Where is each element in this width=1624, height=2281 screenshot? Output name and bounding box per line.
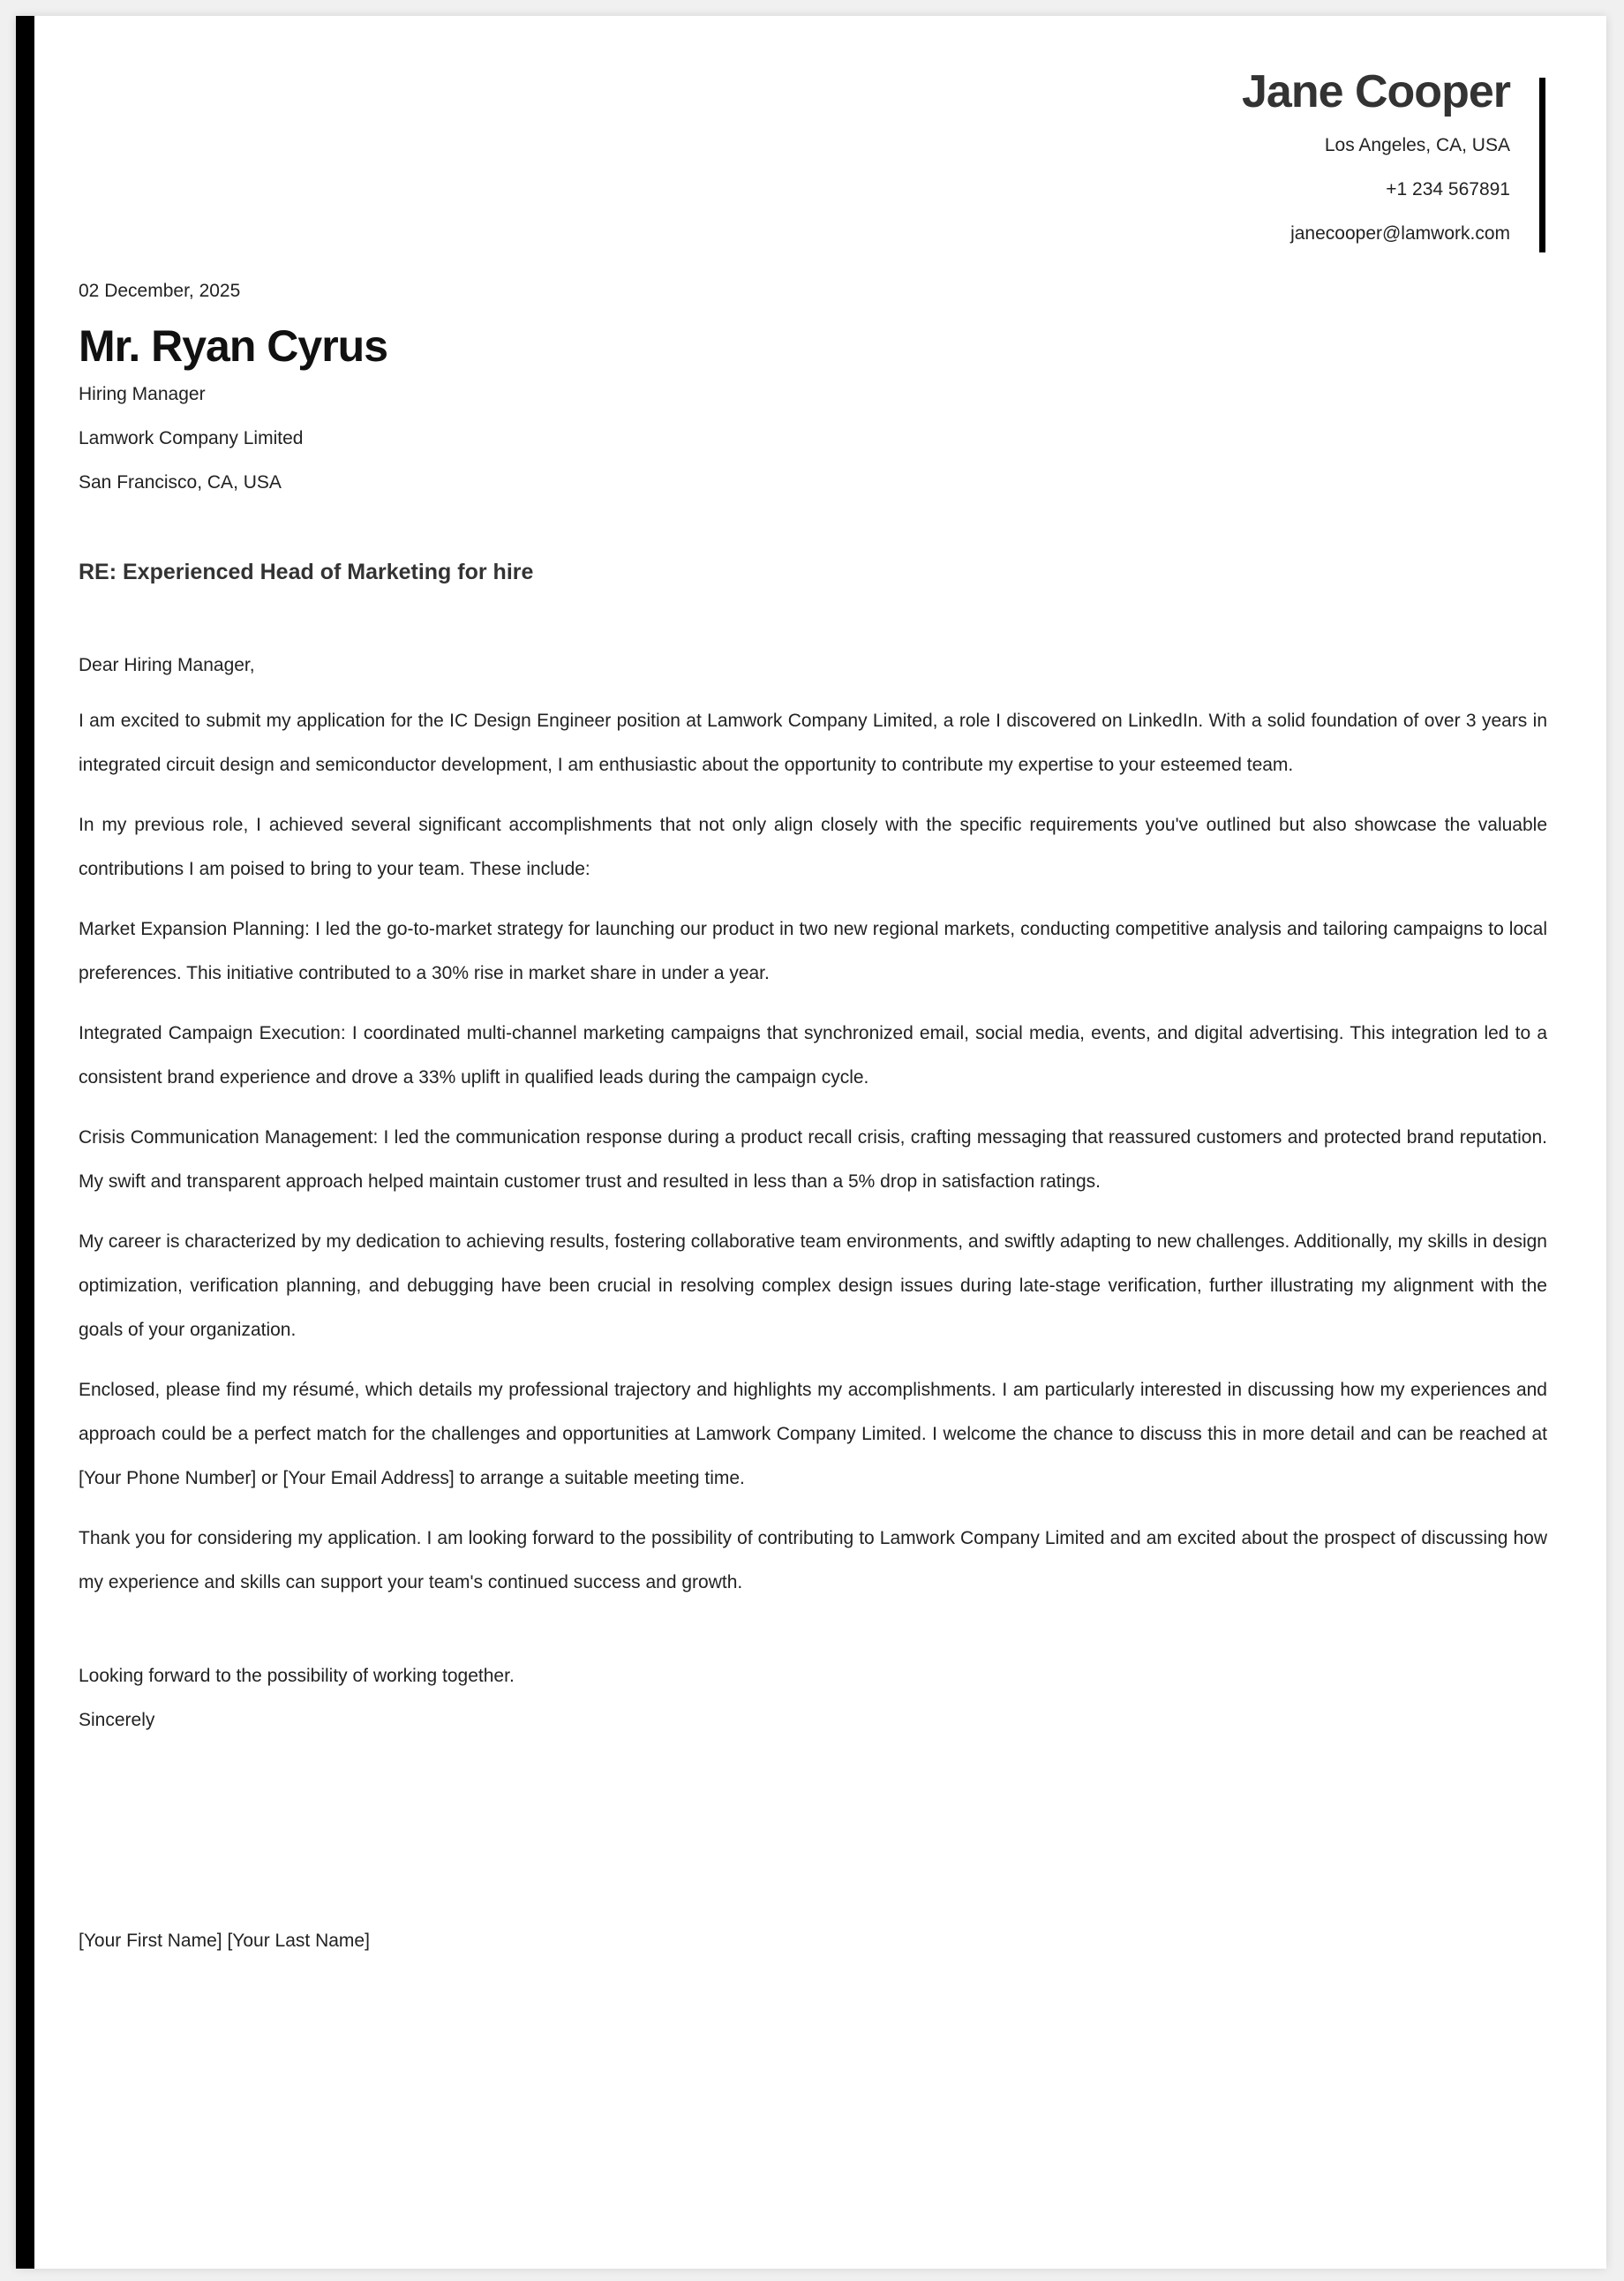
subject-line: RE: Experienced Head of Marketing for hire (79, 560, 534, 584)
paragraph-intro: I am excited to submit my application for the IC Design Engineer position at Lamwork Company Limited, a role I discovered on LinkedIn. With a solid foundation of over 3 years in integrated circuit design and semiconductor development, I am enthusiastic about the opportunity to contribute my expertise to your esteemed team. (79, 711, 1547, 775)
paragraph-thank-you: Thank you for considering my application. I am looking forward to the possibility of contributing to Lamwork Company Limited and am excited about the prospect of discussing how my experience and skills can support your team's continued success and growth. (79, 1528, 1547, 1592)
recipient-location: San Francisco, CA, USA (79, 472, 282, 493)
sender-location: Los Angeles, CA, USA (1324, 135, 1510, 155)
recipient-block (79, 320, 1547, 505)
signature-name: [Your First Name] [Your Last Name] (79, 1931, 370, 1951)
recipient-title: Hiring Manager (79, 384, 206, 404)
closing-block (79, 1654, 1547, 1963)
sender-name: Jane Cooper (1242, 66, 1510, 117)
paragraph-market-expansion: Market Expansion Planning: I led the go-to-market strategy for launching our product in two new regional markets, conducting competitive analysis and tailoring campaigns to local preferences. This initiative contributed to a 30% rise in market share in under a year. (79, 919, 1547, 983)
letter-date: 02 December, 2025 (79, 281, 241, 301)
recipient-company: Lamwork Company Limited (79, 428, 304, 448)
left-accent-bar (16, 16, 34, 2269)
signoff: Sincerely (79, 1710, 155, 1730)
letter-body (79, 274, 1547, 1963)
sender-email: janecooper@lamwork.com (1290, 223, 1510, 244)
sender-block (751, 60, 1545, 256)
header-accent-rule (1539, 78, 1545, 252)
paragraph-enclosed: Enclosed, please find my résumé, which details my professional trajectory and highlights my accomplishments. I am particularly interested in discussing how my experiences and approach could be a perfect match for the challenges and opportunities at Lamwork Company Limited. I welcome the chance to discuss this in more detail and can be reached at [Your Phone Number] or [Your Email Address] to arrange a suitable meeting time. (79, 1380, 1547, 1488)
recipient-name: Mr. Ryan Cyrus (79, 321, 388, 371)
paragraph-campaign-execution: Integrated Campaign Execution: I coordinated multi-channel marketing campaigns that synchronized email, social media, events, and digital advertising. This integration led to a consistent brand experience and drove a 33% uplift in qualified leads during the campaign cycle. (79, 1023, 1547, 1088)
paragraph-accomplishments-intro: In my previous role, I achieved several significant accomplishments that not only align closely with the specific requirements you've outlined but also showcase the valuable contributions I am poised to bring to your team. These include: (79, 815, 1547, 879)
letter-page (16, 16, 1606, 2269)
closing-line: Looking forward to the possibility of working together. (79, 1666, 515, 1686)
sender-phone: +1 234 567891 (1386, 179, 1510, 199)
paragraph-career: My career is characterized by my dedication to achieving results, fostering collaborative team environments, and swiftly adapting to new challenges. Additionally, my skills in design optimization, verification planning, and debugging have been crucial in resolving complex design issues during late-stage verification, further illustrating my alignment with the goals of your organization. (79, 1231, 1547, 1340)
paragraph-crisis-communication: Crisis Communication Management: I led the communication response during a product recall crisis, crafting messaging that reassured customers and protected brand reputation. My swift and transparent approach helped maintain customer trust and resulted in less than a 5% drop in satisfaction ratings. (79, 1127, 1547, 1192)
salutation: Dear Hiring Manager, (79, 655, 255, 675)
sender-header (751, 60, 1545, 256)
